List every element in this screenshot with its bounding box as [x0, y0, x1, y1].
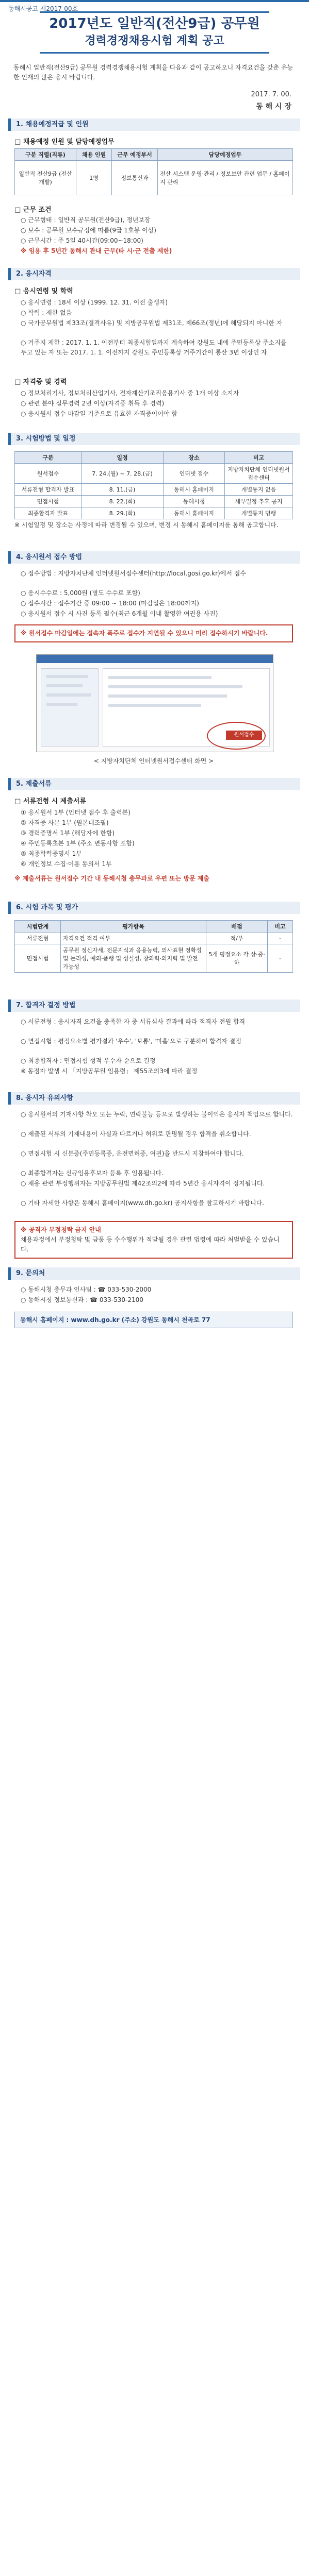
list-item: ○ 최종합격자 : 면접시험 성적 우수자 순으로 결정 — [21, 1057, 156, 1064]
integrity-notice-box — [14, 1221, 293, 1259]
footer-text: 동해시 홈페이지 : www.dh.go.kr (주소) 강원도 동해시 천곡로 77 — [20, 1316, 210, 1324]
list-item: ○ 면접시험 : 평정요소별 평가결과 '우수', '보통', '미흡'으로 구분하여 합격자 결정 — [21, 1038, 241, 1045]
table-cell: 지방자치단체 인터넷원서접수센터 — [225, 464, 293, 484]
table-header: 시험단계 — [15, 921, 61, 933]
list-item: ○ 관련 분야 실무경력 2년 이상(자격증 취득 후 경력) — [21, 400, 165, 407]
table-cell: 동해시 홈페이지 — [164, 484, 225, 496]
table-cell: 동해시 홈페이지 — [164, 507, 225, 519]
list-item: ○ 응시원서 접수 시 사진 등록 필수(최근 6개월 이내 촬영한 여권용 사진) — [21, 610, 218, 617]
warning-text: ※ 원서접수 마감일에는 접속자 폭주로 접수가 지연될 수 있으니 미리 접수하시기 바랍니다. — [21, 630, 268, 637]
section-5-title: 5. 제출서류 — [8, 778, 300, 790]
highlight-circle — [207, 722, 266, 750]
notice-number: 동해시공고 제2017-00호 — [8, 5, 78, 12]
list-item: ○ 응시수수료 : 5,000원 (별도 수수료 포함) — [21, 589, 140, 597]
table-header: 채용 인원 — [76, 149, 112, 161]
list-item: ○ 접수방법 : 지방자치단체 인터넷원서접수센터(http://local.gosi.go.kr)에서 접수 — [21, 570, 246, 577]
table-row — [15, 933, 293, 944]
table-cell: - — [268, 944, 293, 973]
list-item: ○ 국가공무원법 제33조(결격사유) 및 지방공무원법 제31조, 제66조(정년)에 해당되지 아니한 자 — [21, 319, 283, 327]
list-item: ○ 제출된 서류의 기재내용이 사실과 다르거나 허위로 판명될 경우 합격을 취소합니다. — [21, 1130, 251, 1138]
list-item: ○ 면접시험 시 신분증(주민등록증, 운전면허증, 여권)을 반드시 지참하여야 합니다. — [21, 1150, 244, 1157]
table-header-row — [15, 452, 293, 464]
section-5-subhead: □ 서류전형 시 제출서류 — [14, 798, 86, 805]
table-header: 평가항목 — [61, 921, 206, 933]
list-item: ④ 주민등록초본 1부 (주소 변동사항 포함) — [21, 840, 135, 847]
documents-note: ※ 제출서류는 원서접수 기간 내 동해시청 총무과로 우편 또는 방문 제출 — [14, 875, 210, 882]
table-header-row — [15, 149, 293, 161]
table-cell: 최종합격자 발표 — [15, 507, 82, 519]
table-cell: 7. 24.(월) ~ 7. 28.(금) — [82, 464, 164, 484]
screenshot-line — [108, 676, 212, 679]
schedule-table — [14, 451, 293, 519]
list-item: ○ 최종합격자는 신규임용후보자 등록 후 임용됩니다. — [21, 1170, 164, 1177]
screenshot-header — [37, 655, 273, 663]
table-row — [15, 464, 293, 484]
table-header: 구분 직렬(직류) — [15, 149, 76, 161]
table-cell: 5개 평정요소 각 상·중·하 — [206, 944, 268, 973]
integrity-notice-text: 채용과정에서 부정청탁 및 금품 등 수수행위가 적발될 경우 관련 법령에 따라 처벌받을 수 있습니다. — [21, 1236, 280, 1253]
warning-box — [14, 624, 293, 642]
table-cell: 개별통지 없음 — [225, 484, 293, 496]
list-item: ※ 동점자 발생 시 「지방공무원 임용령」 제55조의3에 따라 결정 — [21, 1067, 198, 1075]
page-title — [40, 11, 269, 54]
table-header: 장소 — [164, 452, 225, 464]
section-6-title: 6. 시험 과목 및 평가 — [8, 902, 300, 914]
list-item: ② 자격증 사본 1부 (원본대조필) — [21, 819, 109, 826]
list-item: ① 응시원서 1부 (인터넷 접수 후 출력본) — [21, 809, 131, 816]
table-cell: 면접시험 — [15, 496, 82, 507]
table-cell: 8. 22.(화) — [82, 496, 164, 507]
table-cell: 1명 — [76, 161, 112, 195]
table-header: 근무 예정부서 — [112, 149, 158, 161]
table-row — [15, 161, 293, 195]
table-header: 일정 — [82, 452, 164, 464]
table-row — [15, 507, 293, 519]
footer-box — [14, 1312, 293, 1328]
table-cell: 면접시험 — [15, 944, 61, 973]
list-item: ○ 응시원서의 기재사항 착오 또는 누락, 연락불능 등으로 발생하는 불이익은 응시자 책임으로 합니다. — [21, 1111, 293, 1118]
integrity-notice-title: ※ 공직자 부정청탁 금지 안내 — [21, 1226, 101, 1233]
section-7-title: 7. 합격자 결정 방법 — [8, 999, 300, 1012]
positions-table — [14, 148, 293, 195]
table-cell: 인터넷 접수 — [164, 464, 225, 484]
evaluation-table — [14, 920, 293, 973]
list-item: ○ 응시연령 : 18세 이상 (1999. 12. 31. 이전 출생자) — [21, 299, 168, 306]
list-item: ○ 기타 자세한 사항은 동해시 홈페이지(www.dh.go.kr) 공지사항을 참고하시기 바랍니다. — [21, 1199, 264, 1207]
table-cell: 일반직 전산9급 (전산개발) — [15, 161, 76, 195]
list-item: ③ 경력증명서 1부 (해당자에 한함) — [21, 829, 115, 837]
screenshot-line — [46, 693, 91, 697]
table-cell: 자격요건 적격 여부 — [61, 933, 206, 944]
section-3-title: 3. 시험방법 및 일정 — [8, 433, 300, 445]
screenshot-line — [108, 704, 201, 707]
section-4-title: 4. 응시원서 접수 방법 — [8, 551, 300, 564]
table-header: 비고 — [268, 921, 293, 933]
list-item: ○ 근무형태 : 일반직 공무원(전산9급), 정년보장 — [21, 216, 151, 224]
section-2-subhead-2: □ 자격증 및 경력 — [14, 378, 67, 386]
notice-date: 2017. 7. 00. — [251, 91, 291, 98]
table-cell: 정보통신과 — [112, 161, 158, 195]
list-item: ○ 동해시청 정보통신과 : ☎ 033-530-2100 — [21, 1296, 143, 1303]
table-cell: 8. 11.(금) — [82, 484, 164, 496]
table-cell: 세부일정 추후 공지 — [225, 496, 293, 507]
screenshot-line — [46, 684, 83, 687]
list-item: ○ 보수 : 공무원 보수규정에 따름(9급 1호봉 이상) — [21, 227, 156, 234]
issuing-organization: 동 해 시 장 — [256, 103, 291, 111]
apply-button[interactable]: 원서접수 — [226, 731, 262, 740]
table-row — [15, 484, 293, 496]
list-item: ○ 서류전형 : 응시자격 요건을 충족한 자 중 서류심사 결과에 따라 적격자 전원 합격 — [21, 1018, 246, 1025]
list-item: ※ 임용 후 5년간 동해시 관내 근무(타 시·군 전출 제한) — [21, 247, 172, 255]
table-cell: 적/부 — [206, 933, 268, 944]
section-1-title: 1. 채용예정직급 및 인원 — [8, 118, 300, 131]
title-line-2: 경력경쟁채용시험 계획 공고 — [85, 35, 224, 47]
table-cell: 8. 29.(화) — [82, 507, 164, 519]
screenshot-line — [108, 694, 227, 698]
table-cell: 개별통지 병행 — [225, 507, 293, 519]
list-item: ○ 응시원서 접수 마감일 기준으로 유효한 자격증이어야 함 — [21, 410, 177, 417]
section-1-subhead: □ 채용예정 인원 및 담당예정업무 — [14, 138, 115, 146]
section-2-title: 2. 응시자격 — [8, 268, 300, 280]
table-header: 구분 — [15, 452, 82, 464]
table-cell: 원서접수 — [15, 464, 82, 484]
title-line-1: 2017년도 일반직(전산9급) 공무원 — [49, 16, 260, 31]
list-item: ○ 거주지 제한 : 2017. 1. 1. 이전부터 최종시험일까지 계속하여 강원도 내에 주민등록상 주소지를 두고 있는 자 또는 2017. 1. 1. 이전까지 강원도 주민등록상 거주기간이 통산 3년 이상인 자 — [21, 339, 287, 356]
list-item: ○ 동해시청 총무과 인사팀 : ☎ 033-530-2000 — [21, 1286, 152, 1293]
screenshot-line — [46, 703, 77, 706]
list-item: ○ 근무시간 : 주 5일 40시간(09:00~18:00) — [21, 237, 143, 244]
table-header: 담당예정업무 — [158, 149, 293, 161]
list-item: ○ 채용 관련 부정행위자는 지방공무원법 제42조의2에 따라 5년간 응시자격이 정지됩니다. — [21, 1180, 265, 1187]
top-border — [0, 0, 309, 2]
website-screenshot — [36, 654, 273, 752]
list-item: ○ 정보처리기사, 정보처리산업기사, 전자계산기조직응용기사 중 1개 이상 소지자 — [21, 389, 239, 397]
screenshot-line — [46, 675, 88, 678]
table-cell: 서류전형 합격자 발표 — [15, 484, 82, 496]
table-row — [15, 496, 293, 507]
table-cell: 서류전형 — [15, 933, 61, 944]
section-1-subhead-2: □ 근무 조건 — [14, 206, 52, 214]
table-cell: - — [268, 933, 293, 944]
section-2-subhead: □ 응시연령 및 학력 — [14, 287, 73, 295]
intro-text: 동해시 일반직(전산9급) 공무원 경력경쟁채용시험 계획을 다음과 같이 공고하오니 자격요건을 갖춘 유능한 인재의 많은 응시 바랍니다. — [13, 64, 294, 81]
table-header-row — [15, 921, 293, 933]
list-item: ⑤ 최종학력증명서 1부 — [21, 850, 82, 857]
list-item: ○ 접수시간 : 접수기간 중 09:00 ~ 18:00 (마감일은 18:00까지) — [21, 600, 199, 607]
section-9-title: 9. 문의처 — [8, 1267, 300, 1280]
table-row — [15, 944, 293, 973]
list-item: ○ 학력 : 제한 없음 — [21, 309, 72, 316]
table-cell: 공무원 정신자세, 전문지식과 응용능력, 의사표현 정확성 및 논리성, 예의·품행 및 성실성, 창의력·의지력 및 발전 가능성 — [61, 944, 206, 973]
section-8-title: 8. 응시자 유의사항 — [8, 1092, 300, 1105]
schedule-note: ※ 시험일정 및 장소는 사정에 따라 변경될 수 있으며, 변경 시 동해시 홈페이지를 통해 공고합니다. — [14, 521, 279, 529]
title-block — [0, 11, 309, 54]
table-header: 배점 — [206, 921, 268, 933]
table-cell: 전산 시스템 운영·관리 / 정보보안 관련 업무 / 홈페이지 관리 — [158, 161, 293, 195]
screenshot-sidebar — [41, 668, 99, 747]
screenshot-line — [108, 685, 242, 688]
screenshot-caption: < 지방자치단체 인터넷원서접수센터 화면 > — [93, 757, 214, 765]
table-header: 비고 — [225, 452, 293, 464]
table-cell: 동해시청 — [164, 496, 225, 507]
list-item: ⑥ 개인정보 수집·이용 동의서 1부 — [21, 860, 112, 868]
